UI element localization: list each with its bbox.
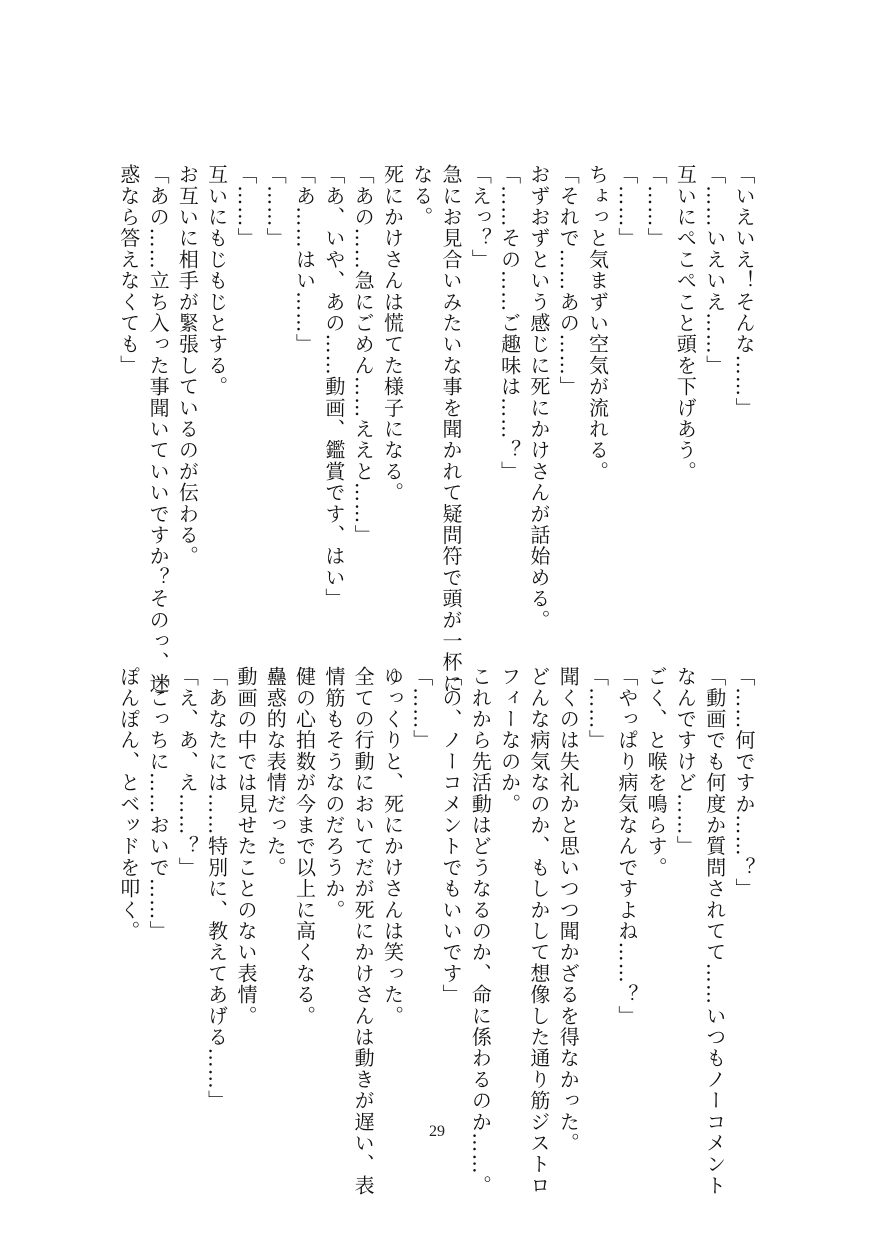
text-block-top [106, 164, 758, 694]
text-line: これから先活動はどうなるのか、命に係わるのか……。 [468, 666, 493, 1196]
text-line: 「それで……あの……」 [556, 164, 581, 398]
text-line: 「やっぱり病気なんですよね……？」 [614, 666, 639, 1027]
text-line: フィーなのか。 [497, 666, 522, 815]
page-number: 29 [429, 1123, 445, 1140]
text-line: 「えっ？」 [468, 164, 493, 270]
text-line: 蠱惑的な表情だった。 [263, 666, 288, 878]
text-line: 動画の中では見せたことのない表情。 [233, 666, 258, 1027]
text-line: 「の、ノーコメントでもいいです」 [439, 666, 464, 1006]
text-line: 情筋もそうなのだろうか。 [321, 666, 346, 921]
text-line: 惑なら答えなくても」 [116, 164, 141, 376]
text-line: 「あ……はい……」 [292, 164, 317, 355]
text-line: 「あなたには……特別に、教えてあげる……」 [204, 666, 229, 1112]
text-line: 「……」 [644, 164, 669, 249]
text-line: ちょっと気まずい空気が流れる。 [585, 164, 610, 482]
text-line: 健の心拍数が今まで以上に高くなる。 [292, 666, 317, 1027]
text-line: おずおずという感じに死にかけさんが話始める。 [526, 164, 551, 631]
text-line: 「……」 [409, 666, 434, 751]
text-line: お互いに相手が緊張しているのが伝わる。 [175, 164, 200, 567]
text-line: なんですけど……」 [673, 666, 698, 857]
text-line: 死にかけさんは慌てた様子になる。 [380, 164, 405, 504]
text-line: どんな病気なのか、もしかして想像した通り筋ジストロ [526, 666, 551, 1196]
text-line: 「え、あ、え……？」 [175, 666, 200, 878]
text-line: 「こっちに……おいで……」 [146, 666, 171, 942]
text-line: 「……何ですか……？」 [732, 666, 756, 900]
text-line: なる。 [409, 164, 434, 228]
text-line: 急にお見合いみたいな事を聞かれて疑問符で頭が一杯に [439, 164, 464, 694]
text-line: 「動画でも何度か質問されてて……いつもノーコメント [702, 666, 727, 1196]
text-line: 「あの……立ち入った事聞いていいですか？そのっ、迷 [146, 164, 171, 694]
text-line: ごく、と喉を鳴らす。 [644, 666, 669, 878]
text-line: 聞くのは失礼かと思いつつ聞かざるを得なかった。 [556, 666, 581, 1154]
text-line: 「いえいえ！そんな……」 [732, 164, 756, 419]
text-line: 全ての行動においてだが死にかけさんは動きが遅い、表 [351, 666, 376, 1196]
text-line: 「……」 [614, 164, 639, 249]
text-line: 「……」 [263, 164, 288, 249]
text-line: 「……」 [233, 164, 258, 249]
text-line: 「……いえいえ……」 [702, 164, 727, 376]
text-line: ぽんぽん、とベッドを叩く。 [116, 666, 141, 942]
text-line: 互いにもじもじとする。 [204, 164, 229, 398]
text-line: 「あ、いや、あの……動画、鑑賞です、はい」 [321, 164, 346, 610]
text-line: 「あの……急にごめん……ええと……」 [351, 164, 376, 546]
text-line: 「……その……ご趣味は……？」 [497, 164, 522, 482]
text-line: 互いにぺこぺこと頭を下げあう。 [673, 164, 698, 482]
text-line: 「……」 [585, 666, 610, 751]
text-line: ゆっくりと、死にかけさんは笑った。 [380, 666, 405, 1027]
